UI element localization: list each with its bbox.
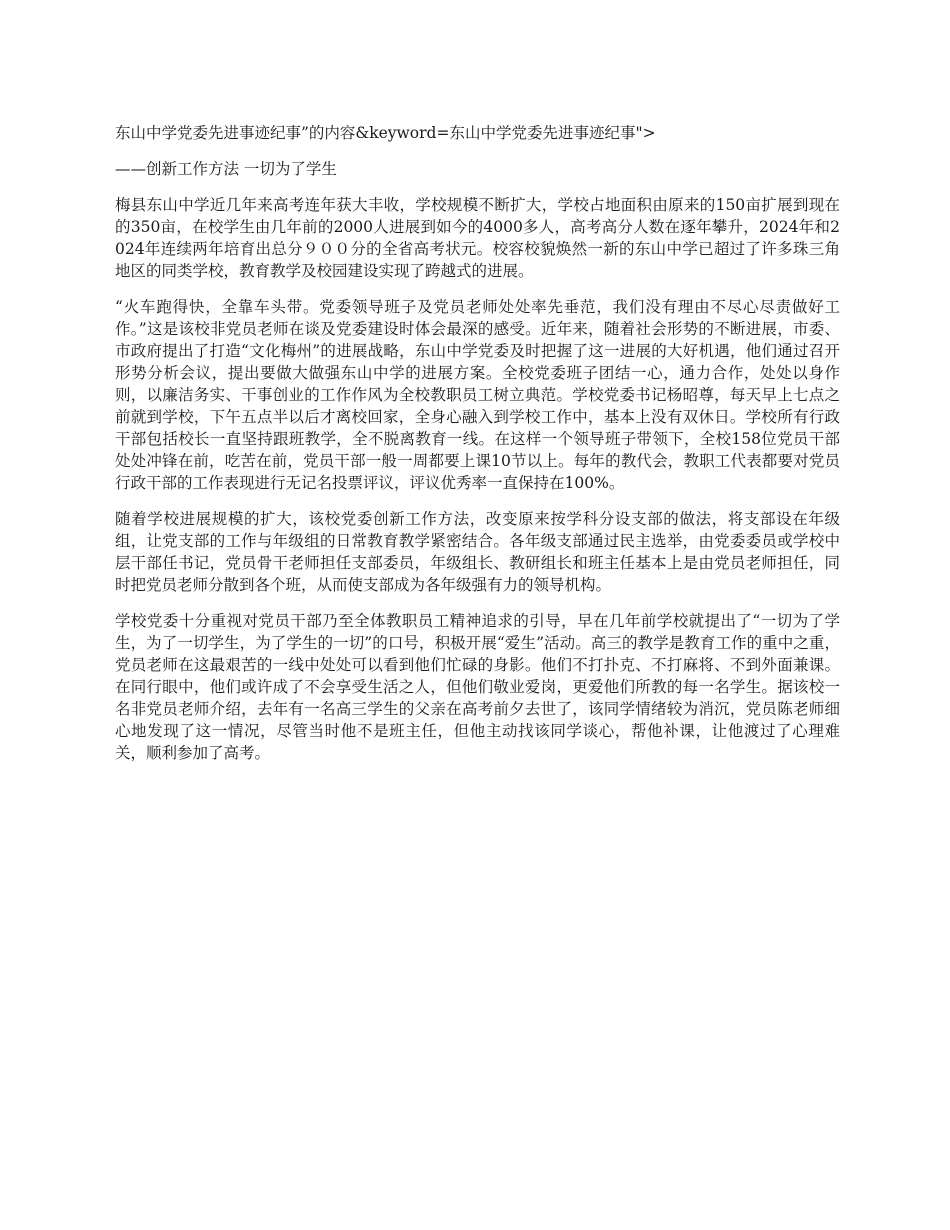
header-line: 东山中学党委先进事迹纪事”的内容&keyword=东山中学党委先进事迹纪事"> xyxy=(115,124,656,142)
paragraph-4: 学校党委十分重视对党员干部乃至全体教职员工精神追求的引导，早在几年前学校就提出了“一切为了学生，为了一切学生，为了学生的一切”的口号，积极开展“爱生”活动。高三的教学是教育工作的重中之重，党员老师在这最艰苦的一线中处处可以看到他们忙碌的身影。他们不打扑克、不打麻将、不到外面兼课。在同行眼中，他们或许成了不会享受生活之人，但他们敬业爱岗，更爱他们所教的每一名学生。据该校一名非党员老师介绍，去年有一名高三学生的父亲在高考前夕去世了，该同学情绪较为消沉，党员陈老师细心地发现了这一情况，尽管当时他不是班主任，但他主动找该同学谈心，帮他补课，让他渡过了心理难关，顺利参加了高考。 xyxy=(115,612,840,762)
document-page xyxy=(115,122,840,778)
subtitle: ——创新工作方法 一切为了学生 xyxy=(115,160,337,178)
paragraph-3: 随着学校进展规模的扩大，该校党委创新工作方法，改变原来按学科分设支部的做法，将支部设在年级组，让党支部的工作与年级组的日常教育教学紧密结合。各年级支部通过民主选举，由党委委员或学校中层干部任书记，党员骨干老师担任支部委员，年级组长、教研组长和班主任基本上是由党员老师担任，同时把党员老师分散到各个班，从而使支部成为各年级强有力的领导机构。 xyxy=(115,510,840,594)
paragraph-1: 梅县东山中学近几年来高考连年获大丰收，学校规模不断扩大，学校占地面积由原来的150亩扩展到现在的350亩，在校学生由几年前的2000人进展到如今的4000多人，高考高分人数在逐年攀升，2024年和2024年连续两年培育出总分９００分的全省高考状元。校容校貌焕然一新的东山中学已超过了许多珠三角地区的同类学校，教育教学及校园建设实现了跨越式的进展。 xyxy=(115,196,840,280)
paragraph-2: “火车跑得快，全靠车头带。党委领导班子及党员老师处处率先垂范，我们没有理由不尽心尽责做好工作。”这是该校非党员老师在谈及党委建设时体会最深的感受。近年来，随着社会形势的不断进展，市委、市政府提出了打造“文化梅州”的进展战略，东山中学党委及时把握了这一进展的大好机遇，他们通过召开形势分析会议，提出要做大做强东山中学的进展方案。全校党委班子团结一心，通力合作，处处以身作则，以廉洁务实、干事创业的工作作风为全校教职员工树立典范。学校党委书记杨昭尊，每天早上七点之前就到学校，下午五点半以后才离校回家，全身心融入到学校工作中，基本上没有双休日。学校所有行政干部包括校长一直坚持跟班教学，全不脱离教育一线。在这样一个领导班子带领下，全校158位党员干部处处冲锋在前，吃苦在前，党员干部一般一周都要上课10节以上。每年的教代会，教职工代表都要对党员行政干部的工作表现进行无记名投票评议，评议优秀率一直保持在100%。 xyxy=(115,298,840,492)
